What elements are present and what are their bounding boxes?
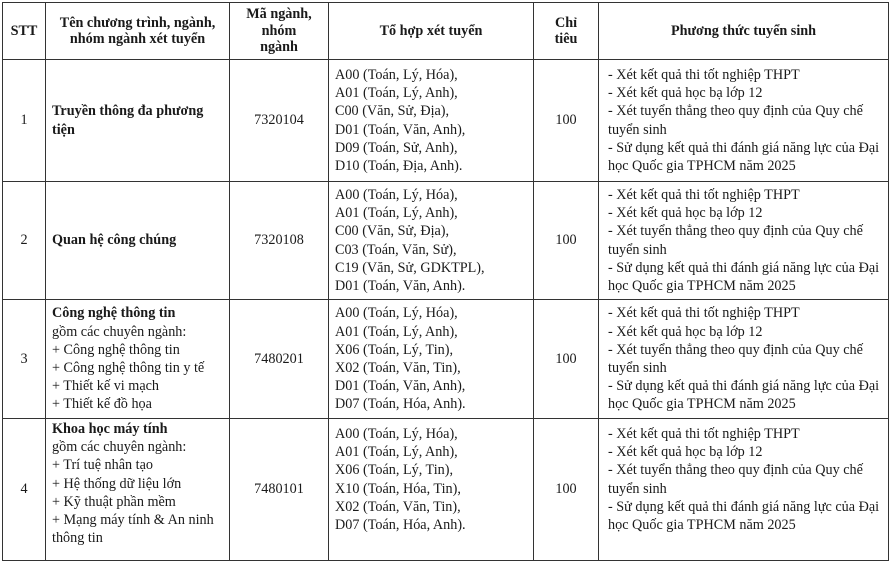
- cell-code: 7320104: [230, 60, 329, 182]
- program-specialization: + Mạng máy tính & An ninh thông tin: [52, 512, 214, 547]
- method-item: - Xét kết quả thi tốt nghiệp THPT: [608, 426, 800, 442]
- program-specialization: + Thiết kế vi mạch: [52, 378, 160, 395]
- combo-item: C19 (Văn, Sử, GDKTPL),: [335, 259, 485, 276]
- combo-item: D07 (Toán, Hóa, Anh).: [335, 396, 466, 413]
- combo-item: C00 (Văn, Sử, Địa),: [335, 223, 450, 240]
- program-name: Quan hệ công chúng: [52, 232, 177, 249]
- cell-quota: 100: [534, 419, 599, 561]
- combo-item: X02 (Toán, Văn, Tin),: [335, 498, 461, 515]
- program-specialization: + Thiết kế đồ họa: [52, 396, 152, 413]
- admissions-table: [2, 2, 889, 561]
- combo-item: D07 (Toán, Hóa, Anh).: [335, 517, 466, 534]
- header-combos: Tổ hợp xét tuyển: [329, 3, 534, 60]
- cell-combos: [329, 419, 534, 561]
- combo-item: A00 (Toán, Lý, Hóa),: [335, 66, 458, 83]
- combo-item: A00 (Toán, Lý, Hóa),: [335, 305, 458, 322]
- program-specialization: + Công nghệ thông tin y tế: [52, 360, 205, 376]
- cell-program: [46, 419, 230, 561]
- combo-item: D01 (Toán, Văn, Anh),: [335, 378, 466, 395]
- program-specialization: gồm các chuyên ngành:: [52, 323, 187, 340]
- cell-combos: [329, 300, 534, 419]
- cell-quota: 100: [534, 60, 599, 182]
- method-item: - Xét kết quả thi tốt nghiệp THPT: [608, 66, 800, 83]
- method-item: - Sử dụng kết quả thi đánh giá năng lực của Đại học Quốc gia TPHCM năm 2025: [608, 259, 880, 294]
- combo-item: A01 (Toán, Lý, Anh),: [335, 444, 458, 461]
- cell-combos: [329, 60, 534, 182]
- combo-item: A00 (Toán, Lý, Hóa),: [335, 426, 458, 442]
- cell-code: 7320108: [230, 182, 329, 300]
- combo-item: A01 (Toán, Lý, Anh),: [335, 85, 458, 102]
- combo-item: A01 (Toán, Lý, Anh),: [335, 323, 458, 340]
- header-methods: Phương thức tuyển sinh: [599, 3, 889, 60]
- method-item: - Xét tuyển thẳng theo quy định của Quy chế tuyển sinh: [608, 341, 863, 376]
- method-item: - Sử dụng kết quả thi đánh giá năng lực của Đại học Quốc gia TPHCM năm 2025: [608, 378, 880, 413]
- cell-combos: [329, 182, 534, 300]
- cell-code: 7480101: [230, 419, 329, 561]
- method-item: - Xét tuyển thẳng theo quy định của Quy chế tuyển sinh: [608, 462, 863, 497]
- combo-item: A00 (Toán, Lý, Hóa),: [335, 186, 458, 203]
- method-item: - Sử dụng kết quả thi đánh giá năng lực của Đại học Quốc gia TPHCM năm 2025: [608, 498, 880, 534]
- method-item: - Xét kết quả học bạ lớp 12: [608, 444, 763, 461]
- cell-methods: [599, 182, 889, 300]
- combo-item: A01 (Toán, Lý, Anh),: [335, 205, 458, 222]
- table-row: [3, 419, 889, 561]
- cell-program: [46, 60, 230, 182]
- cell-quota: 100: [534, 182, 599, 300]
- combo-item: X06 (Toán, Lý, Tin),: [335, 341, 454, 358]
- method-item: - Xét kết quả học bạ lớp 12: [608, 205, 763, 222]
- header-stt: STT: [3, 3, 46, 60]
- combo-item: D01 (Toán, Văn, Anh).: [335, 277, 466, 294]
- program-specialization: + Trí tuệ nhân tạo: [52, 457, 154, 474]
- table-row: [3, 60, 889, 182]
- combo-item: D01 (Toán, Văn, Anh),: [335, 121, 466, 138]
- cell-code: 7480201: [230, 300, 329, 419]
- program-name: Truyền thông đa phương tiện: [52, 103, 204, 138]
- program-specialization: + Kỹ thuật phần mềm: [52, 493, 176, 510]
- cell-program: [46, 182, 230, 300]
- table-row: [3, 300, 889, 419]
- cell-quota: 100: [534, 300, 599, 419]
- program-name: Công nghệ thông tin: [52, 305, 176, 322]
- method-item: - Xét kết quả học bạ lớp 12: [608, 323, 763, 340]
- program-specialization: + Hệ thống dữ liệu lớn: [52, 475, 182, 492]
- method-item: - Xét kết quả học bạ lớp 12: [608, 85, 763, 102]
- combo-item: X06 (Toán, Lý, Tin),: [335, 462, 454, 479]
- cell-stt: 4: [3, 419, 46, 561]
- cell-stt: 3: [3, 300, 46, 419]
- method-item: - Xét kết quả thi tốt nghiệp THPT: [608, 305, 800, 322]
- cell-stt: 2: [3, 182, 46, 300]
- program-name: Khoa học máy tính: [52, 421, 168, 437]
- header-quota: Chỉ tiêu: [534, 3, 599, 60]
- header-row: [3, 3, 889, 60]
- method-item: - Xét tuyển thẳng theo quy định của Quy chế tuyển sinh: [608, 103, 863, 138]
- program-specialization: + Công nghệ thông tin: [52, 341, 180, 358]
- header-code: Mã ngành, nhóm ngành: [230, 3, 329, 60]
- combo-item: X10 (Toán, Hóa, Tin),: [335, 480, 461, 497]
- combo-item: D09 (Toán, Sử, Anh),: [335, 139, 458, 156]
- cell-methods: [599, 300, 889, 419]
- table-row: [3, 182, 889, 300]
- method-item: - Xét tuyển thẳng theo quy định của Quy chế tuyển sinh: [608, 223, 863, 258]
- combo-item: D10 (Toán, Địa, Anh).: [335, 157, 463, 174]
- cell-program: [46, 300, 230, 419]
- cell-methods: [599, 419, 889, 561]
- header-program: Tên chương trình, ngành, nhóm ngành xét tuyển: [46, 3, 230, 60]
- cell-stt: 1: [3, 60, 46, 182]
- cell-methods: [599, 60, 889, 182]
- program-specialization: gồm các chuyên ngành:: [52, 439, 187, 456]
- combo-item: X02 (Toán, Văn, Tin),: [335, 360, 461, 376]
- method-item: - Sử dụng kết quả thi đánh giá năng lực của Đại học Quốc gia TPHCM năm 2025: [608, 139, 880, 174]
- combo-item: C03 (Toán, Văn, Sử),: [335, 241, 457, 258]
- method-item: - Xét kết quả thi tốt nghiệp THPT: [608, 186, 800, 203]
- combo-item: C00 (Văn, Sử, Địa),: [335, 103, 450, 120]
